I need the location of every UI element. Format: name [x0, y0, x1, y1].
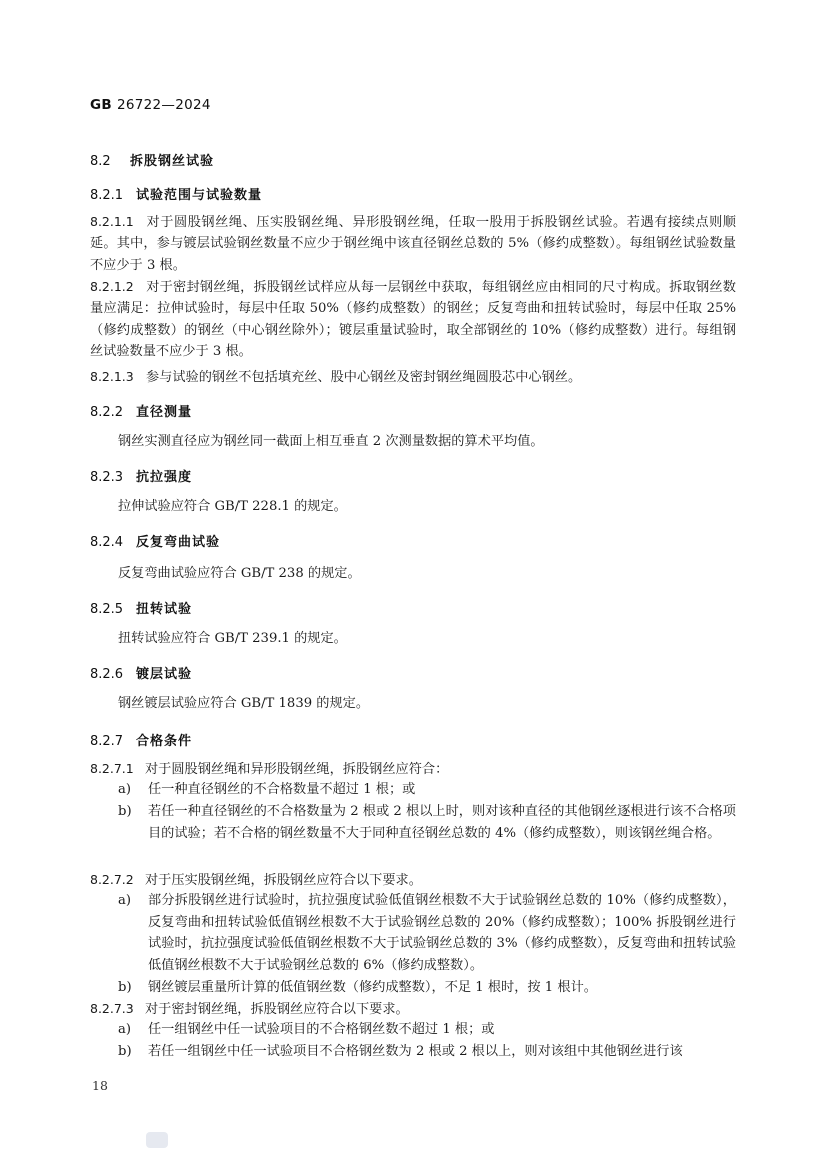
paragraph-8-2-7-1: [90, 758, 448, 780]
paragraph-text: 对于圆股钢丝绳和异形股钢丝绳，拆股钢丝应符合：: [145, 762, 449, 777]
list-text: 若任一组钢丝中任一试验项目不合格钢丝数为 2 根或 2 根以上，则对该组中其他钢丝进行该: [148, 1044, 683, 1059]
standard-prefix: GB: [90, 97, 112, 113]
list-text: 若任一种直径钢丝的不合格数量为 2 根或 2 根以上时，则对该种直径的其他钢丝逐根进行该不合格项目的试验；若不合格的钢丝数量不大于同种直径钢丝总数的 4%（修约成整数），则该钢丝绳合格。: [148, 804, 736, 841]
section-title: 合格条件: [136, 734, 193, 749]
section-number: 8.2.5: [90, 602, 124, 617]
section-title: 拆股钢丝试验: [130, 154, 215, 169]
section-number: 8.2.2: [90, 405, 124, 420]
paragraph-number: 8.2.1.1: [90, 214, 134, 229]
section-heading-8-2-5: [90, 598, 192, 617]
diameter-measurement-text: 钢丝实测直径应为钢丝同一截面上相互垂直 2 次测量数据的算术平均值。: [118, 434, 544, 449]
section-heading-8-2-6: [90, 663, 192, 682]
paragraph-8-2-1-2: [90, 276, 736, 362]
paragraph-number: 8.2.7.1: [90, 761, 134, 776]
list-item: [118, 779, 736, 801]
list-label: a): [118, 1022, 132, 1037]
section-number: 8.2.1: [90, 188, 124, 203]
list-label: b): [118, 804, 132, 819]
section-title: 镀层试验: [136, 667, 193, 682]
paragraph-number: 8.2.7.2: [90, 872, 134, 887]
paragraph-text: 对于压实股钢丝绳，拆股钢丝应符合以下要求。: [145, 873, 422, 888]
paragraph-number: 8.2.1.2: [90, 279, 134, 294]
paragraph-8-2-1-1: [90, 211, 736, 276]
page-number: 18: [92, 1078, 108, 1093]
list-text: 任一种直径钢丝的不合格数量不超过 1 根；或: [148, 782, 416, 797]
torsion-test-text: 扭转试验应符合 GB/T 239.1 的规定。: [118, 631, 347, 646]
sac-logo-icon: [146, 1132, 168, 1148]
section-heading-8-2-2: [90, 401, 192, 420]
list-item: [118, 1041, 736, 1063]
list-item: [118, 977, 736, 999]
standard-code: [90, 97, 211, 113]
paragraph-number: 8.2.1.3: [90, 369, 134, 384]
section-heading-8-2: [90, 150, 214, 169]
section-number: 8.2.3: [90, 470, 124, 485]
section-heading-8-2-7: [90, 730, 192, 749]
list-label: a): [118, 893, 132, 908]
section-heading-8-2-3: [90, 466, 192, 485]
paragraph-8-2-7-2: [90, 869, 422, 891]
list-label: b): [118, 1044, 132, 1059]
paragraph-number: 8.2.7.3: [90, 1001, 134, 1016]
paragraph-text: 参与试验的钢丝不包括填充丝、股中心钢丝及密封钢丝绳圆股芯中心钢丝。: [146, 370, 582, 385]
paragraph-8-2-1-3: [90, 366, 736, 388]
coating-test-text: 钢丝镀层试验应符合 GB/T 1839 的规定。: [118, 696, 370, 711]
list-text: 部分拆股钢丝进行试验时，抗拉强度试验低值钢丝根数不大于试验钢丝总数的 10%（修约成整数），反复弯曲和扭转试验低值钢丝根数不大于试验钢丝总数的 20%（修约成整数）；100% 拆股钢丝进行试验时，抗拉强度试验低值钢丝根数不大于试验钢丝总数的 3%（修约成整数），反复弯曲和扭转试验低值钢丝根数不大于试验钢丝总数的 6%（修约成整数）。: [148, 893, 736, 973]
section-number: 8.2.4: [90, 535, 124, 550]
list-item: [118, 801, 736, 844]
paragraph-text: 对于密封钢丝绳，拆股钢丝应符合以下要求。: [145, 1002, 409, 1017]
section-heading-8-2-4: [90, 531, 220, 550]
section-number: 8.2.6: [90, 667, 124, 682]
list-item: [118, 890, 736, 976]
section-title: 试验范围与试验数量: [136, 188, 263, 203]
list-item: [118, 1019, 736, 1041]
paragraph-text: 对于圆股钢丝绳、压实股钢丝绳、异形股钢丝绳，任取一股用于拆股钢丝试验。若遇有接续点则顺延。其中，参与镀层试验钢丝数量不应少于钢丝绳中该直径钢丝总数的 5%（修约成整数）。每组钢丝试验数量不应少于 3 根。: [90, 215, 736, 273]
section-title: 抗拉强度: [136, 470, 193, 485]
standard-number: 26722—2024: [116, 97, 211, 113]
section-title: 反复弯曲试验: [136, 535, 221, 550]
section-heading-8-2-1: [90, 184, 262, 203]
tensile-strength-text: 拉伸试验应符合 GB/T 228.1 的规定。: [118, 499, 347, 514]
list-label: b): [118, 980, 132, 995]
section-title: 扭转试验: [136, 602, 193, 617]
section-title: 直径测量: [136, 405, 193, 420]
list-text: 任一组钢丝中任一试验项目的不合格钢丝数不超过 1 根；或: [148, 1022, 495, 1037]
list-label: a): [118, 782, 132, 797]
section-number: 8.2.7: [90, 734, 124, 749]
paragraph-8-2-7-3: [90, 998, 409, 1020]
bending-test-text: 反复弯曲试验应符合 GB/T 238 的规定。: [118, 566, 361, 581]
list-text: 钢丝镀层重量所计算的低值钢丝数（修约成整数），不足 1 根时，按 1 根计。: [148, 980, 597, 995]
section-number: 8.2: [90, 154, 111, 169]
paragraph-text: 对于密封钢丝绳，拆股钢丝试样应从每一层钢丝中获取，每组钢丝应由相同的尺寸构成。拆取钢丝数量应满足：拉伸试验时，每层中任取 50%（修约成整数）的钢丝；反复弯曲和扭转试验时，每层中任取 25%（修约成整数）的钢丝（中心钢丝除外）；镀层重量试验时，取全部钢丝的 10%（修约成整数）进行。每组钢丝试验数量不应少于 3 根。: [90, 280, 736, 359]
